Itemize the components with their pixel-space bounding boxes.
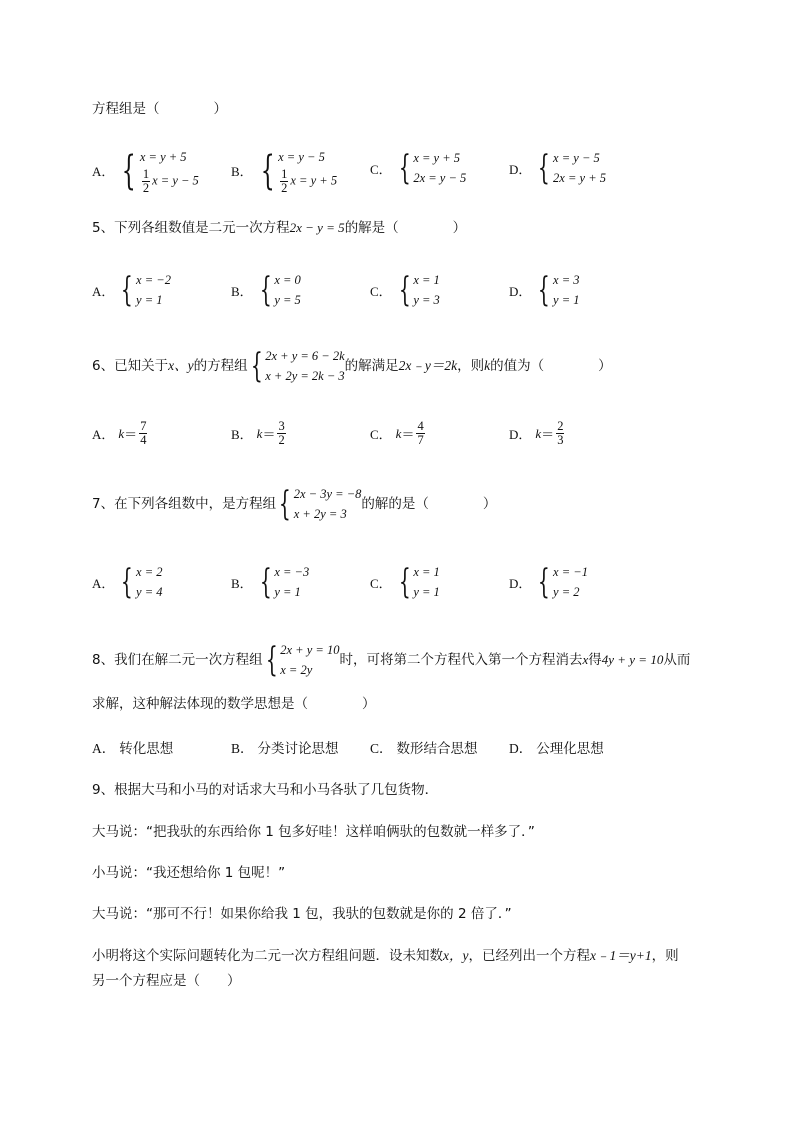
- equation-system: { x = y − 5 2x = y + 5: [538, 148, 606, 188]
- q4-option-c[interactable]: C． { x = y + 5 2x = y − 5: [370, 148, 467, 188]
- q9-dialog-2: 小马说：“我还想给你 1 包呢！”: [92, 865, 286, 881]
- q7-option-c[interactable]: C． { x = 1 y = 1: [370, 562, 440, 602]
- equation-system: { 2x − 3y = −8 x + 2y = 3: [278, 484, 362, 524]
- q9-dialog-3: 大马说：“那可不行！如果你给我 1 包，我驮的包数就是你的 2 倍了．”: [92, 906, 512, 922]
- q5-stem: 5、下列各组数值是二元一次方程2x − y = 5的解是（ ）: [92, 220, 467, 236]
- equation-system: { 2x + y = 10 x = 2y: [265, 640, 340, 680]
- q4-option-a[interactable]: A． { x = y + 5 $\frac{1}{2}$ x = y − 5: [92, 147, 199, 195]
- q5-option-d[interactable]: D． { x = 3 y = 1: [509, 270, 580, 310]
- q7-option-a[interactable]: A． { x = 2 y = 4: [92, 562, 163, 602]
- equation-system: { x = y − 5 $\frac{1}{2}$ x = y + 5: [260, 147, 338, 195]
- q8-option-b[interactable]: B． 分类讨论思想: [231, 741, 339, 757]
- q9-stem: 9、根据大马和小马的对话求大马和小马各驮了几包货物．: [92, 782, 439, 798]
- q9-stem-line5: 小明将这个实际问题转化为二元一次方程组问题．设未知数x，y，已经列出一个方程x﹣1＝y+1，则: [92, 948, 679, 964]
- q8-option-d[interactable]: D． 公理化思想: [509, 741, 604, 757]
- q4-option-b[interactable]: B． { x = y − 5 $\frac{1}{2}$ x = y + 5: [231, 147, 338, 195]
- equation-system: { x = y + 5 2x = y − 5: [398, 148, 467, 188]
- q8-option-a[interactable]: A． 转化思想: [92, 741, 174, 757]
- q7-option-d[interactable]: D． { x = −1 y = 2: [509, 562, 588, 602]
- q5-option-a[interactable]: A． { x = −2 y = 1: [92, 270, 171, 310]
- equation-system: { 2x + y = 6 − 2k x + 2y = 2k − 3: [250, 346, 345, 386]
- q6-option-b[interactable]: B． k ＝ $\frac{3}{2}$: [231, 419, 285, 447]
- equation-system: { x = y + 5 $\frac{1}{2}$ x = y − 5: [122, 147, 199, 195]
- q8-option-c[interactable]: C． 数形结合思想: [370, 741, 478, 757]
- q6-option-a[interactable]: A． k ＝ $\frac{7}{4}$: [92, 419, 147, 447]
- q9-dialog-1: 大马说：“把我驮的东西给你 1 包多好哇！这样咱俩驮的包数就一样多了．”: [92, 824, 535, 840]
- q7-option-b[interactable]: B． { x = −3 y = 1: [231, 562, 310, 602]
- q4-stem-end: 方程组是（ ）: [92, 101, 227, 117]
- q8-stem-line2: 求解，这种解法体现的数学思想是（ ）: [92, 696, 376, 712]
- q5-option-c[interactable]: C． { x = 1 y = 3: [370, 270, 440, 310]
- q5-option-b[interactable]: B． { x = 0 y = 5: [231, 270, 301, 310]
- q7-stem: 7、在下列各组数中，是方程组 { 2x − 3y = −8 x + 2y = 3 的解的是（ ）: [92, 484, 497, 524]
- q6-option-d[interactable]: D． k ＝ $\frac{2}{3}$: [509, 419, 564, 447]
- q6-option-c[interactable]: C． k ＝ $\frac{4}{7}$: [370, 419, 424, 447]
- q6-stem: 6、已知关于 x、y 的方程组 { 2x + y = 6 − 2k x + 2y = 2k − 3 的解满足 2x﹣y＝2k ，则 k 的值为（ ）: [92, 346, 612, 386]
- q8-stem: 8、我们在解二元一次方程组 { 2x + y = 10 x = 2y 时，可将第二个方程代入第一个方程消去 x 得 4y + y = 10 从而: [92, 640, 691, 680]
- q9-stem-line6: 另一个方程应是（ ）: [92, 973, 241, 989]
- q4-option-d[interactable]: D． { x = y − 5 2x = y + 5: [509, 148, 606, 188]
